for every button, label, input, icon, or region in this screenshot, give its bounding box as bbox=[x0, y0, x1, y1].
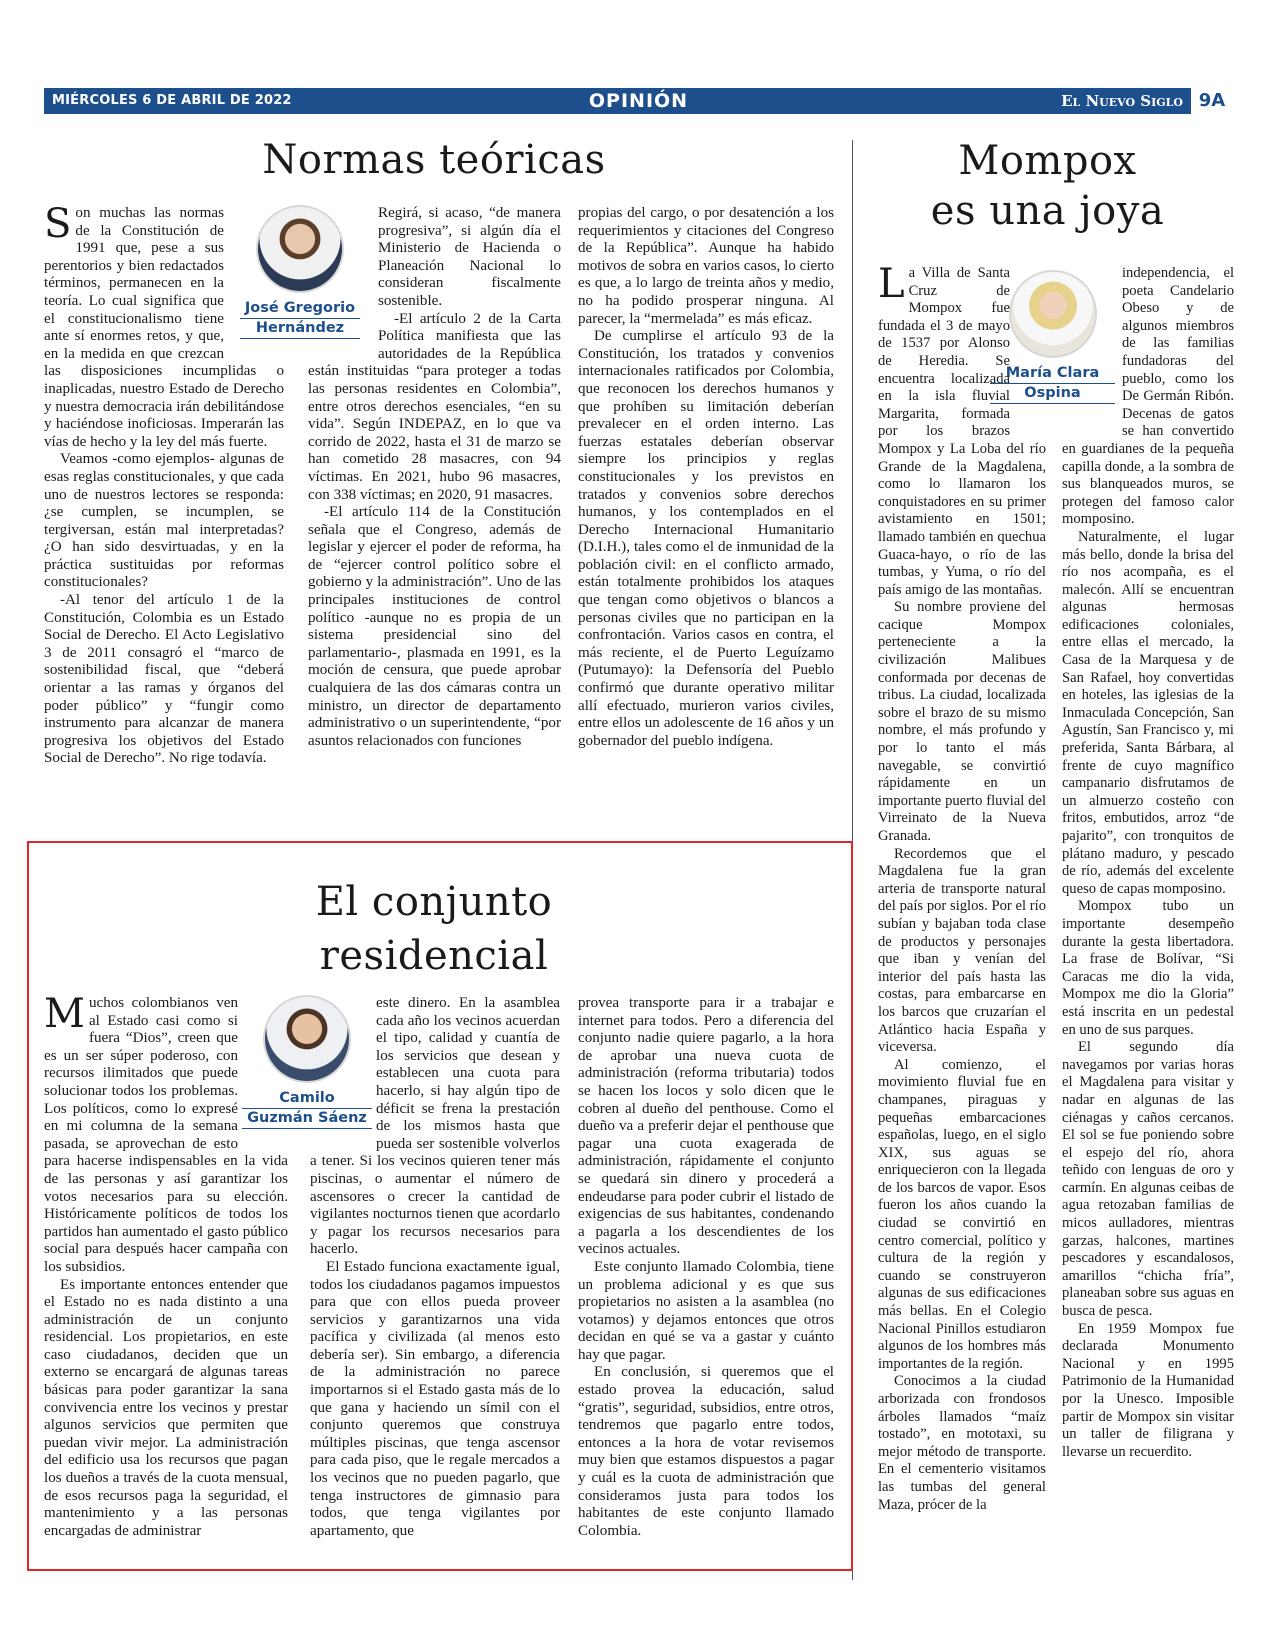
article-3-column-2 bbox=[1062, 265, 1234, 1560]
paragraph: Recordemos que el Magdalena fue la gran arteria de transporte natural del país por siglos. Por el río subían y bajaban toda clase de productos y personajes que iban y venían del interior del país hasta las costas, para embarcarse en los barcos que cruzarían el Atlántico hacia España y viceversa. bbox=[878, 845, 1046, 1056]
paragraph: -Al tenor del artículo 1 de la Constitución, Colombia es un Estado Social de Derecho. El Acto Legislativo 3 de 2011 consagró el “marco de sostenibilidad fiscal, que “deberá orientar a las ramas y órganos del poder público” y “fungir como instrumento para alcanzar de manera progresiva los objetivos del Estado Social de Derecho”. No rige todavía. bbox=[44, 592, 284, 767]
paragraph: Naturalmente, el lugar más bello, donde la brisa del río nos acompaña, es el malecón. Allí se encuentran algunas hermosas edificaciones coloniales, entre ellas el mercado, la Casa de la Marquesa y de San Rafael, hoy convertidas en hoteles, las iglesias de la Inmaculada Concepción, San Agustín, San Francisco y, mi preferida, Santa Bárbara, al frente de cuyo magnífico campanario disfrutamos de un almuerzo costeño con fritos, embutidos, arroz “de pajarito”, con tronquitos de plátano maduro, y pescado de río, además del excelente queso de capas momposino. bbox=[1062, 528, 1234, 897]
article-1-title: Normas teóricas bbox=[262, 137, 606, 183]
article-3-title: Mompox es una joya bbox=[930, 138, 1165, 234]
paragraph: Conocimos a la ciudad arborizada con frondosos árboles llamados “maíz tostado”, en mototaxi, su mejor método de transporte. En el cementerio visitamos las tumbas del general Maza, prócer de la bbox=[878, 1373, 1046, 1513]
article-1-column-1 bbox=[44, 205, 284, 810]
paragraph: Muchos colombianos ven al Estado casi como si fuera “Dios”, creen que es un ser súper poderoso, con recursos ilimitados que puede solucionar todos los problemas. Los políticos, como lo expresé en mi columna de la semana pasada, se aprovechan de esto para hacerse indispensables en la vida de las personas y así garantizar los votos necesarios para su elección. Históricamente políticos de todos los partidos han aumentado el gasto público social para después hacer campaña con los subsidios. bbox=[44, 995, 288, 1275]
article-3-column-1 bbox=[878, 265, 1046, 1560]
paragraph: Veamos -como ejemplos- algunas de esas reglas constitucionales, y que cada uno de nuestros lectores se responda: ¿se cumplen, se incumplen, se tergiversan, están mal interpretadas? ¿O han sido desvirtuadas, y en la práctica sustituidas por reformas constitucionales? bbox=[44, 451, 284, 591]
masthead bbox=[44, 88, 1233, 114]
paragraph: -El artículo 114 de la Constitución señala que el Congreso, además de legislar y ejercer el poder de reforma, ha de “ejercer control político sobre el gobierno y la administración”. Uno de las principales instituciones de control político -aunque no es propia de un sistema presidencial sino del parlamentario-, plasmada en 1991, es la moción de censura, que puede aprobar cualquiera de las dos cámaras contra un ministro, un director de departamento administrativo o un superintendente, “por asuntos relacionados con funciones bbox=[308, 504, 561, 749]
article-1-column-3 bbox=[578, 205, 834, 810]
paragraph: En 1959 Mompox fue declarada Monumento Nacional y en 1995 Patrimonio de la Humanidad por la Unesco. Imposible partir de Mompox sin visitar un taller de filigrana y llevarse un recuerdito. bbox=[1062, 1320, 1234, 1460]
newspaper-name: El Nuevo Siglo bbox=[1061, 92, 1183, 110]
paragraph: Es importante entonces entender que el Estado no es nada distinto a una administración de un conjunto residencial. Los propietarios, en este caso ciudadanos, deciden que un externo se encargará de algunas tareas básicas para poder garantizar la sana convivencia entre los vecinos y prestar algunos servicios que permiten que puedan vivir mejor. La administración del edificio usa los recursos que pagan los dueños a través de la cuota mensual, de esos recursos paga la seguridad, el mantenimiento y a las personas encargadas de administrar bbox=[44, 1276, 288, 1539]
paragraph: De cumplirse el artículo 93 de la Constitución, los tratados y convenios internacionales ratificados por Colombia, que reconocen los derechos humanos y que prohíben su limitación deberían prevalecer en el orden interno. Las fuerzas estatales deberían observar siempre los principios y reglas constitucionales y los previstos en tratados y convenios sobre derechos humanos, y los contemplados en el Derecho Internacional Humanitario (D.I.H.), tales como el de inmunidad de la población civil: en el conflicto armado, están totalmente prohibidos los ataques que tengan como objetivos o blancos a personas civiles que no participan en la confrontación. Varios casos en contra, el más reciente, el de Puerto Leguízamo (Putumayo): la Defensoría del Pueblo confirmó que durante operativo militar allí efectuado, murieron varios civiles, entre ellos un adolescente de 16 años y un gobernador del pueblo indígena. bbox=[578, 328, 834, 749]
paragraph: provea transporte para ir a trabajar e internet para todos. Pero a diferencia del conjunto nadie quiere pagarlo, a la hora de aprobar una nueva cuota de administración (reforma tributaria) todos se hacen los locos y solo dicen que le cobren al dueño del penthouse. Como el dueño va a preferir dejar el penthouse que pagar una cuota exagerada de administración, rápidamente el conjunto se quedará sin dinero y procederá a endeudarse para poder cubrir el listado de exigencias de sus habitantes, condenando a pagarla a los descendientes de los vecinos actuales. bbox=[578, 995, 834, 1258]
paragraph: Este conjunto llamado Colombia, tiene un problema adicional y es que sus propietarios no asisten a la asamblea (no votamos) y dejamos entonces que otros decidan en qué se va a gastar y cuánto hay que pagar. bbox=[578, 1258, 834, 1363]
paragraph: En conclusión, si queremos que el estado provea la educación, salud “gratis”, seguridad, subsidios, entre otros, tendremos que pagarlo entre todos, entonces a la hora de votar revisemos muy bien que estamos dispuestos a pagar y cuál es la cuota de administración que consideramos justa para todos los habitantes de este conjunto llamado Colombia. bbox=[578, 1364, 834, 1539]
paragraph: Al comienzo, el movimiento fluvial fue en champanes, piraguas y pequeñas embarcaciones españolas, luego, en el siglo XIX, sus aguas se enriquecieron con la llegada de los barcos de vapor. Esos fueron los años cuando la ciudad se convirtió en centro comercial, político y cultura de la región y cuando se construyeron algunas de sus edificaciones más bellas. En el Colegio Nacional Pinillos estudiaron algunos de los hombres más importantes de la región. bbox=[878, 1056, 1046, 1372]
paragraph: Son muchas las normas de la Constitución de 1991 que, pese a sus perentorios y bien redactados términos, permanecen en la teoría. Lo cual significa que el constitucionalismo tiene ante sí enormes retos, y que, en la medida en que crezcan las disposiciones incumplidas o inaplicadas, nuestro Estado de Derecho y nuestra democracia irán debilitándose y haciéndose inoficiosas. Imperarán las vías de hecho y la ley del más fuerte. bbox=[44, 205, 284, 450]
paragraph: Su nombre proviene del cacique Mompox perteneciente a la civilización Malibues conformada por decenas de tribus. La ciudad, localizada sobre el brazo de su mismo nombre, el más profundo y por lo tanto el más navegable, se convirtió rápidamente en un importante puerto fluvial del Virreinato de la Nueva Granada. bbox=[878, 599, 1046, 844]
section-title: OPINIÓN bbox=[588, 90, 689, 112]
article-1-column-2 bbox=[308, 205, 561, 810]
paragraph: El segundo día navegamos por varias horas el Magdalena para visitar y nadar en algunas de las ciénagas y caños cercanos. El sol se fue poniendo sobre el espejo del río, ahora teñido con lenguas de oro y carmín. En algunas ceibas de agua retozaban familias de micos aulladores, mientras garzas, halcones, martines pescadores y escandalosos, amarillos “chicha fría”, planeaban sobre sus aguas en busca de pesca. bbox=[1062, 1039, 1234, 1320]
page-number: 9A bbox=[1191, 88, 1233, 114]
author-name: José Gregorio Hernández bbox=[240, 299, 360, 339]
article-2-column-1 bbox=[44, 995, 288, 1560]
paragraph: independencia, el poeta Candelario Obeso y de algunos miembros de las familias fundadoras del pueblo, como los De Germán Ribón. Decenas de gatos se han convertido en guardianes de la pequeña capilla donde, a la sombra de sus blanqueados muros, se protegen del famoso calor momposino. bbox=[1062, 265, 1234, 528]
paragraph: -El artículo 2 de la Carta Política manifiesta que las autoridades de la República están instituidas “para proteger a todas las personas residentes en Colombia”, entre otros derechos esenciales, “en su vida”. Según INDEPAZ, en lo que va corrido de 2022, hasta el 31 de marzo se han cometido 28 masacres, con 94 víctimas. En 2021, hubo 96 masacres, con 338 víctimas; en 2020, 91 masacres. bbox=[308, 310, 561, 503]
author-name: María Clara Ospina bbox=[990, 364, 1115, 404]
paragraph: Regirá, si acaso, “de manera progresiva”, si algún día el Ministerio de Hacienda o Planeación Nacional lo consideran fiscalmente sostenible. bbox=[378, 205, 561, 309]
paragraph: La Villa de Santa Cruz de Mompox fue fundada el 3 de mayo de 1537 por Alonso de Heredia. Se encuentra localizada en la isla fluvial Margarita, formada por los brazos Mompox y La Loba del río Grande de la Magdalena, como lo llamaron los conquistadores en su primer avistamiento en 1501; llamado también en quechua Guaca-hayo, o río de las tumbas, y Yuma, o río del país amigo de las montañas. bbox=[878, 265, 1046, 598]
paragraph: El Estado funciona exactamente igual, todos los ciudadanos pagamos impuestos para que con ellos pueda proveer servicios y garantizarnos una vida pacífica y civilizada (al menos esto debería ser). Sin embargo, a diferencia de la administración no parece importarnos si el Estado gasta más de lo que gana y haciendo un símil con el conjunto queremos que construya múltiples piscinas, que tenga ascensor para cada piso, que le regale mercados a los vecinos que no pueden pagarlo, que tenga instructores de gimnasio para todos, que tenga vigilantes por apartamento, que bbox=[310, 1258, 560, 1539]
article-2-column-2 bbox=[310, 995, 560, 1560]
article-2-title: El conjunto residencial bbox=[315, 879, 553, 979]
paragraph: propias del cargo, o por desatención a los requerimientos y citaciones del Congreso de la República”. Aunque ha habido motivos de sobra en varios casos, lo cierto es que, a lo largo de treinta años y medio, no ha podido prosperar ninguna. Al parecer, la “mermelada” es más eficaz. bbox=[578, 205, 834, 327]
paragraph: este dinero. En la asamblea cada año los vecinos acuerdan el tipo, calidad y cuantía de los servicios que desean y establecen una cuota para hacerlo, si hay algún tipo de déficit se frena la prestación de los mismos hasta que pueda ser sostenible volverlos a tener. Si los vecinos quieren tener más piscinas, o aumentar el número de ascensores o crecer la cantidad de vigilantes nocturnos tienen que acordarlo y pagar los recursos necesarios para hacerlo. bbox=[310, 995, 560, 1258]
issue-date: MIÉRCOLES 6 DE ABRIL DE 2022 bbox=[52, 93, 292, 108]
paragraph: Mompox tubo un importante desempeño durante la gesta libertadora. La frase de Bolívar, “Si Caracas me dio la vida, Mompox me dio la Gloria” está inscrita en un pedestal en uno de sus parques. bbox=[1062, 898, 1234, 1038]
author-name: Camilo Guzmán Sáenz bbox=[242, 1089, 372, 1129]
article-2-column-3 bbox=[578, 995, 834, 1560]
